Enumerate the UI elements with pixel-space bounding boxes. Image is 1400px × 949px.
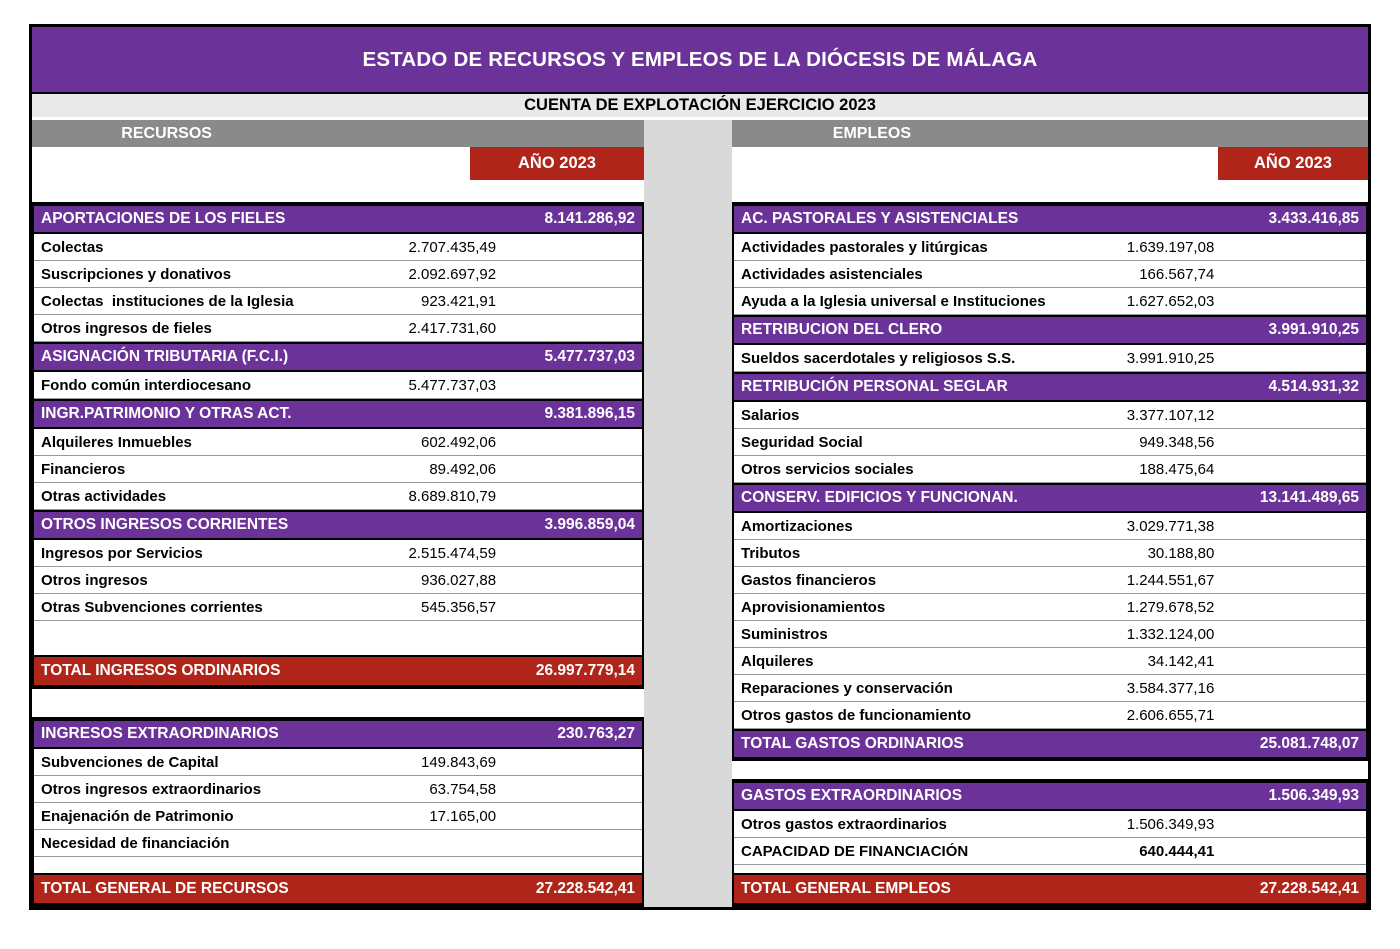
row-label: Reparaciones y conservación: [741, 679, 953, 697]
table-row: [734, 702, 1366, 729]
row-label: Aprovisionamientos: [741, 598, 886, 616]
column-header-label: RECURSOS: [121, 125, 212, 142]
row-value: 188.475,64: [1139, 460, 1215, 478]
column-header-bar: [32, 120, 644, 147]
row-value: 2.606.655,71: [1126, 706, 1215, 724]
row-label: Otros gastos de funcionamiento: [741, 706, 972, 724]
table-row: [34, 776, 642, 803]
row-label: Amortizaciones: [741, 517, 853, 535]
table-row: [734, 621, 1366, 648]
column-header-bar: [732, 120, 1368, 147]
section-total-value: 9.381.896,15: [544, 405, 635, 422]
row-label: Otras Subvenciones corrientes: [41, 598, 263, 616]
row-value: 5.477.737,03: [408, 376, 497, 394]
row-value: 89.492,06: [429, 460, 497, 478]
table-block: [732, 202, 1368, 761]
section-label: APORTACIONES DE LOS FIELES: [41, 210, 286, 227]
section-header-row: [734, 781, 1366, 811]
row-value: 30.188,80: [1147, 544, 1215, 562]
section-label: CONSERV. EDIFICIOS Y FUNCIONAN.: [741, 489, 1018, 506]
section-label: RETRIBUCIÓN PERSONAL SEGLAR: [741, 378, 1008, 395]
row-label: Subvenciones de Capital: [41, 753, 219, 771]
row-label: Sueldos sacerdotales y religiosos S.S.: [741, 349, 1016, 367]
section-header-row: [34, 204, 642, 234]
row-label: Financieros: [41, 460, 126, 478]
section-total-value: 26.997.779,14: [535, 662, 635, 679]
section-label: TOTAL GENERAL DE RECURSOS: [41, 880, 289, 897]
section-total-value: 5.477.737,03: [544, 348, 635, 365]
row-label: Colectas instituciones de la Iglesia: [41, 292, 294, 310]
row-label: Actividades pastorales y litúrgicas: [741, 238, 988, 256]
row-value: 602.492,06: [420, 433, 497, 451]
row-label: Salarios: [741, 406, 800, 424]
row-value: 936.027,88: [420, 571, 497, 589]
row-value: 1.244.551,67: [1126, 571, 1215, 589]
row-value: 17.165,00: [429, 807, 497, 825]
empleos-column: [732, 120, 1368, 907]
section-header-row: [734, 315, 1366, 345]
section-total-value: 13.141.489,65: [1259, 489, 1359, 506]
row-value: 2.707.435,49: [408, 238, 497, 256]
table-row: [34, 830, 642, 857]
section-label: OTROS INGRESOS CORRIENTES: [41, 516, 289, 533]
row-label: Gastos financieros: [741, 571, 877, 589]
row-label: Otros servicios sociales: [741, 460, 914, 478]
table-row: [734, 811, 1366, 838]
table-row: [34, 749, 642, 776]
row-label: Ingresos por Servicios: [41, 544, 203, 562]
blank-row: [34, 621, 642, 655]
table-block: [32, 202, 644, 689]
row-label: Suministros: [741, 625, 828, 643]
table-block: [732, 779, 1368, 907]
table-row: [734, 345, 1366, 372]
section-header-row: [34, 399, 642, 429]
table-row: [734, 513, 1366, 540]
table-row: [34, 261, 642, 288]
table-row: [734, 648, 1366, 675]
row-value: 3.991.910,25: [1126, 349, 1215, 367]
row-label: Suscripciones y donativos: [41, 265, 232, 283]
gap-column: [644, 120, 732, 907]
page-subtitle: CUENTA DE EXPLOTACIÓN EJERCICIO 2023: [32, 94, 1368, 120]
table-row: [734, 429, 1366, 456]
section-header-row: [734, 204, 1366, 234]
row-value: 1.639.197,08: [1126, 238, 1215, 256]
table-row: [34, 567, 642, 594]
row-value: 3.584.377,16: [1126, 679, 1215, 697]
section-header-row: [34, 873, 642, 905]
section-label: AC. PASTORALES Y ASISTENCIALES: [741, 210, 1019, 227]
section-total-value: 27.228.542,41: [1259, 880, 1359, 897]
year-badge-row: [32, 147, 644, 180]
row-value: 34.142,41: [1147, 652, 1215, 670]
row-label: Otros gastos extraordinarios: [741, 815, 947, 833]
section-total-value: 3.433.416,85: [1268, 210, 1359, 227]
table-row: [34, 540, 642, 567]
section-label: RETRIBUCION DEL CLERO: [741, 321, 943, 338]
recursos-column: [32, 120, 644, 907]
row-label: Seguridad Social: [741, 433, 863, 451]
table-row: [34, 803, 642, 830]
blank-row: [34, 857, 642, 873]
section-header-row: [734, 372, 1366, 402]
row-value: 1.279.678,52: [1126, 598, 1215, 616]
row-value: 166.567,74: [1139, 265, 1215, 283]
section-header-row: [734, 729, 1366, 759]
row-value: 640.444,41: [1139, 842, 1215, 860]
table-row: [34, 315, 642, 342]
table-row: [734, 540, 1366, 567]
row-label: Ayuda a la Iglesia universal e Instituciones: [741, 292, 1046, 310]
section-total-value: 1.506.349,93: [1268, 787, 1359, 804]
year-badge: AÑO 2023: [1218, 147, 1368, 180]
table-row: [34, 594, 642, 621]
row-label: Otros ingresos extraordinarios: [41, 780, 262, 798]
row-label: Actividades asistenciales: [741, 265, 923, 283]
table-row: [734, 675, 1366, 702]
blank-row: [734, 865, 1366, 873]
section-label: ASIGNACIÓN TRIBUTARIA (F.C.I.): [41, 348, 289, 365]
section-label: TOTAL INGRESOS ORDINARIOS: [41, 662, 281, 679]
section-label: INGRESOS EXTRAORDINARIOS: [41, 725, 279, 742]
row-label: Necesidad de financiación: [41, 834, 230, 852]
section-total-value: 25.081.748,07: [1259, 735, 1359, 752]
table-row: [734, 567, 1366, 594]
row-label: Colectas: [41, 238, 104, 256]
section-label: GASTOS EXTRAORDINARIOS: [741, 787, 963, 804]
row-value: 3.029.771,38: [1126, 517, 1215, 535]
section-total-value: 4.514.931,32: [1268, 378, 1359, 395]
section-label: INGR.PATRIMONIO Y OTRAS ACT.: [41, 405, 292, 422]
section-total-value: 3.996.859,04: [544, 516, 635, 533]
row-value: 8.689.810,79: [408, 487, 497, 505]
table-row: [734, 261, 1366, 288]
year-badge: AÑO 2023: [470, 147, 644, 180]
row-label: Alquileres Inmuebles: [41, 433, 192, 451]
table-block: [32, 717, 644, 907]
row-label: Tributos: [741, 544, 801, 562]
row-value: 1.627.652,03: [1126, 292, 1215, 310]
row-value: 63.754,58: [429, 780, 497, 798]
section-header-row: [734, 483, 1366, 513]
table-row: [34, 429, 642, 456]
row-value: 3.377.107,12: [1126, 406, 1215, 424]
table-row: [734, 456, 1366, 483]
section-total-value: 3.991.910,25: [1268, 321, 1359, 338]
section-header-row: [34, 719, 642, 749]
row-value: 2.515.474,59: [408, 544, 497, 562]
row-value: 1.506.349,93: [1126, 815, 1215, 833]
table-row: [734, 234, 1366, 261]
section-total-value: 8.141.286,92: [544, 210, 635, 227]
year-badge-row: [732, 147, 1368, 180]
row-label: Alquileres: [741, 652, 814, 670]
statement-frame: [29, 24, 1371, 910]
table-row: [34, 372, 642, 399]
row-label: Otros ingresos de fieles: [41, 319, 212, 337]
row-label: CAPACIDAD DE FINANCIACIÓN: [741, 842, 969, 860]
row-value: 949.348,56: [1139, 433, 1215, 451]
row-value: 149.843,69: [420, 753, 497, 771]
section-header-row: [34, 342, 642, 372]
section-header-row: [34, 655, 642, 687]
section-header-row: [734, 873, 1366, 905]
section-total-value: 230.763,27: [557, 725, 635, 742]
section-total-value: 27.228.542,41: [535, 880, 635, 897]
section-label: TOTAL GASTOS ORDINARIOS: [741, 735, 964, 752]
page-title: ESTADO DE RECURSOS Y EMPLEOS DE LA DIÓCESIS DE MÁLAGA: [32, 27, 1368, 94]
section-header-row: [34, 510, 642, 540]
row-value: 2.092.697,92: [408, 265, 497, 283]
table-row: [734, 594, 1366, 621]
row-label: Fondo común interdiocesano: [41, 376, 252, 394]
row-value: 1.332.124,00: [1126, 625, 1215, 643]
row-label: Otros ingresos: [41, 571, 148, 589]
row-label: Otras actividades: [41, 487, 167, 505]
table-row: [34, 288, 642, 315]
statement-body: [32, 120, 1368, 907]
table-row: [734, 288, 1366, 315]
row-value: 923.421,91: [420, 292, 497, 310]
table-row: [734, 838, 1366, 865]
column-header-label: EMPLEOS: [832, 125, 912, 142]
section-label: TOTAL GENERAL EMPLEOS: [741, 880, 951, 897]
row-label: Enajenación de Patrimonio: [41, 807, 234, 825]
table-row: [34, 456, 642, 483]
table-row: [34, 483, 642, 510]
table-row: [734, 402, 1366, 429]
table-row: [34, 234, 642, 261]
row-value: 2.417.731,60: [408, 319, 497, 337]
row-value: 545.356,57: [420, 598, 497, 616]
